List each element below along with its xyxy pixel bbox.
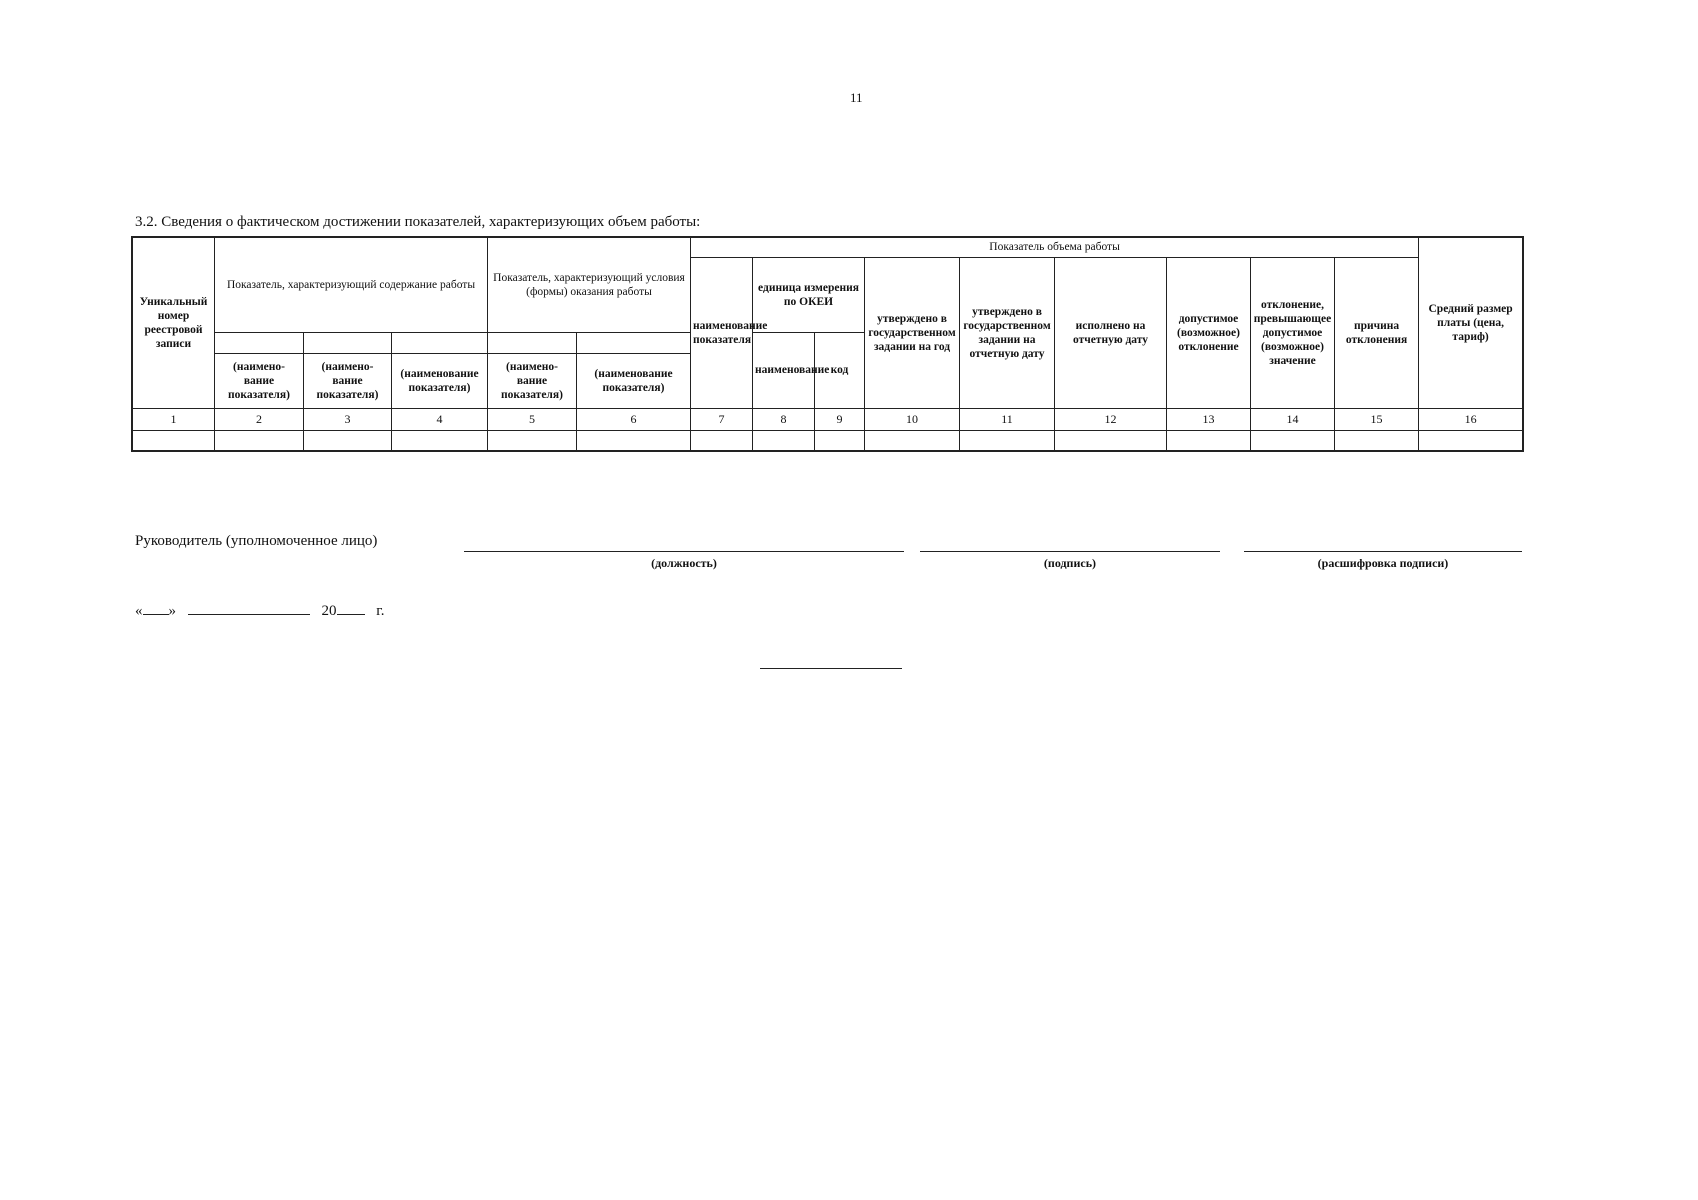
blank-cell <box>392 333 488 354</box>
header-unit-name: наименование <box>753 333 815 409</box>
data-cell[interactable] <box>691 431 753 451</box>
header-average-fee: Средний размер платы (цена, тариф) <box>1419 238 1523 409</box>
data-cell[interactable] <box>1335 431 1419 451</box>
year-blank[interactable] <box>337 600 365 615</box>
header-unique-number: Уникальный номер реестровой записи <box>133 238 215 409</box>
column-number: 13 <box>1167 409 1251 431</box>
header-content-name-3: (наименование показателя) <box>392 354 488 409</box>
page-number: 11 <box>850 90 863 105</box>
position-caption: (должность) <box>651 556 717 570</box>
header-executed: исполнено на отчетную дату <box>1055 258 1167 409</box>
column-number: 9 <box>815 409 865 431</box>
header-unit-okei: единица измерения по ОКЕИ <box>753 258 865 333</box>
blank-cell <box>304 333 392 354</box>
signature-label: Руководитель (уполномоченное лицо) <box>135 533 378 549</box>
column-number-row <box>133 409 1523 431</box>
date-line <box>135 600 384 620</box>
data-cell[interactable] <box>304 431 392 451</box>
close-quote: » <box>168 603 176 619</box>
data-row <box>133 431 1523 451</box>
decode-signature-line[interactable] <box>1244 551 1522 552</box>
header-unit-code: код <box>815 333 865 409</box>
column-number: 11 <box>960 409 1055 431</box>
column-number: 4 <box>392 409 488 431</box>
position-signature-line[interactable] <box>464 551 904 552</box>
day-blank[interactable] <box>143 600 169 615</box>
data-cell[interactable] <box>1251 431 1335 451</box>
year-prefix: 20 <box>321 603 337 619</box>
header-volume-indicator: Показатель объема работы <box>691 238 1419 258</box>
decode-caption: (расшифровка подписи) <box>1317 556 1449 570</box>
data-cell[interactable] <box>392 431 488 451</box>
column-number: 15 <box>1335 409 1419 431</box>
sign-caption: (подпись) <box>1043 556 1097 570</box>
header-conditions-name-2: (наименование показателя) <box>577 354 691 409</box>
header-content-name-2: (наимено- вание показателя) <box>304 354 392 409</box>
column-number: 10 <box>865 409 960 431</box>
data-cell[interactable] <box>577 431 691 451</box>
column-number: 3 <box>304 409 392 431</box>
data-cell[interactable] <box>865 431 960 451</box>
month-blank[interactable] <box>188 600 310 615</box>
column-number: 14 <box>1251 409 1335 431</box>
data-cell[interactable] <box>1055 431 1167 451</box>
data-cell[interactable] <box>960 431 1055 451</box>
column-number: 7 <box>691 409 753 431</box>
column-number: 6 <box>577 409 691 431</box>
header-content-name-1: (наимено- вание показателя) <box>215 354 304 409</box>
column-number: 8 <box>753 409 815 431</box>
volume-indicators-table <box>132 237 1523 451</box>
data-cell[interactable] <box>1167 431 1251 451</box>
data-cell[interactable] <box>488 431 577 451</box>
column-number: 5 <box>488 409 577 431</box>
data-cell[interactable] <box>133 431 215 451</box>
year-suffix: г. <box>376 603 385 619</box>
header-conditions-name-1: (наимено- вание показателя) <box>488 354 577 409</box>
bottom-divider <box>760 668 902 669</box>
header-allowed-deviation: допустимое (возможное) отклонение <box>1167 258 1251 409</box>
data-cell[interactable] <box>1419 431 1523 451</box>
blank-cell <box>215 333 304 354</box>
header-indicator-name: наименование показателя <box>691 258 753 409</box>
header-approved-date: утверждено в государственном задании на отчетную дату <box>960 258 1055 409</box>
column-number: 12 <box>1055 409 1167 431</box>
open-quote: « <box>135 603 143 619</box>
blank-cell <box>488 333 577 354</box>
data-cell[interactable] <box>815 431 865 451</box>
blank-cell <box>577 333 691 354</box>
header-approved-year: утверждено в государственном задании на год <box>865 258 960 409</box>
section-title: 3.2. Сведения о фактическом достижении показателей, характеризующих объем работы: <box>135 214 701 230</box>
data-cell[interactable] <box>215 431 304 451</box>
column-number: 16 <box>1419 409 1523 431</box>
column-number: 1 <box>133 409 215 431</box>
data-cell[interactable] <box>753 431 815 451</box>
header-deviation-reason: причина отклонения <box>1335 258 1419 409</box>
header-exceeding-deviation: отклонение, превышающее допустимое (возможное) значение <box>1251 258 1335 409</box>
header-content-indicator: Показатель, характеризующий содержание работы <box>215 238 488 333</box>
sign-signature-line[interactable] <box>920 551 1220 552</box>
header-conditions-indicator: Показатель, характеризующий условия (формы) оказания работы <box>488 238 691 333</box>
column-number: 2 <box>215 409 304 431</box>
